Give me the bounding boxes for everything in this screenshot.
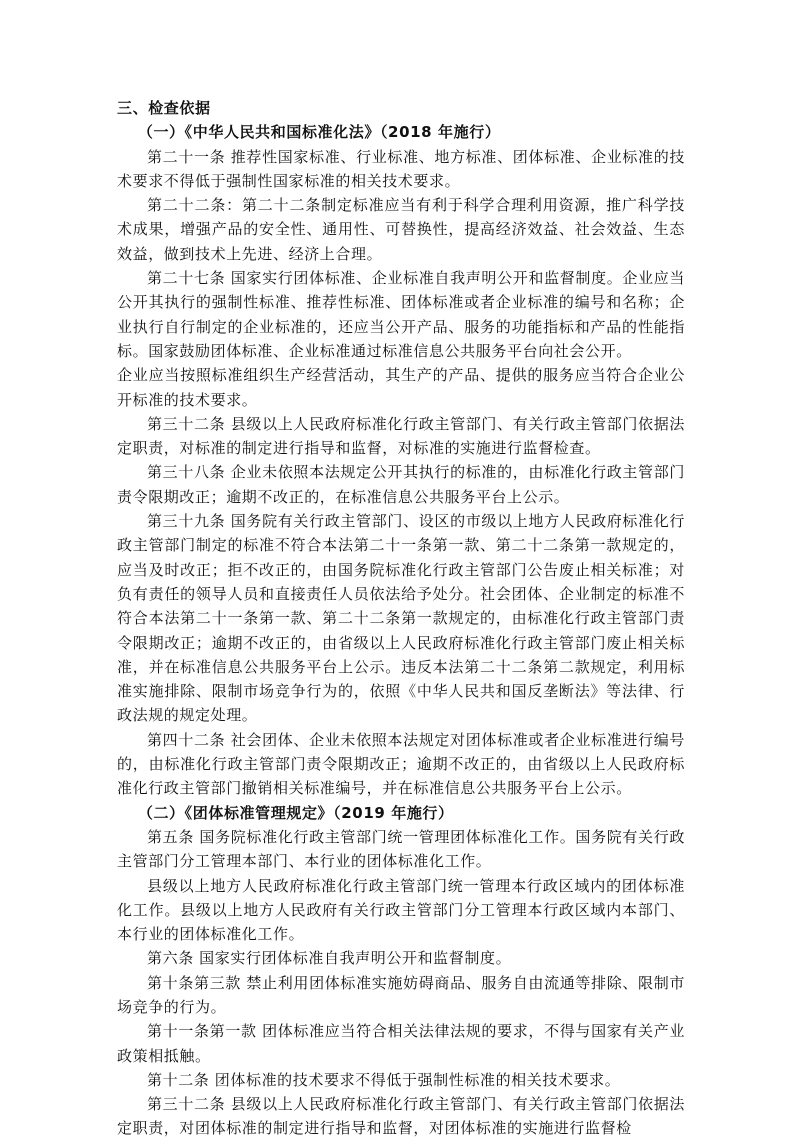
part2-heading: （二）《团体标准管理规定》（2019 年施行） — [137, 803, 454, 822]
paragraph: 第六条 国家实行团体标准自我声明公开和监督制度。 — [147, 949, 512, 968]
paragraph: 第十一条第一款 团体标准应当符合相关法律法规的要求，不得与国家有关产业政策相抵触。 — [117, 1022, 685, 1065]
paragraph: 企业应当按照标准组织生产经营活动，其生产的产品、提供的服务应当符合企业公开标准的技术要求。 — [117, 366, 685, 409]
paragraph: 第三十八条 企业未依照本法规定公开其执行的标准的，由标准化行政主管部门责令限期改正；逾期不改正的，在标准信息公共服务平台上公示。 — [117, 463, 685, 506]
paragraph: 县级以上地方人民政府标准化行政主管部门统一管理本行政区域内的团体标准化工作。县级以上地方人民政府有关行政主管部门分工管理本行政区域内本部门、本行业的团体标准化工作。 — [117, 876, 685, 944]
paragraph: 第五条 国务院标准化行政主管部门统一管理团体标准化工作。国务院有关行政主管部门分工管理本部门、本行业的团体标准化工作。 — [117, 827, 685, 871]
section-title: 三、检查依据 — [117, 99, 211, 117]
part1-heading: （一）《中华人民共和国标准化法》（2018 年施行） — [137, 123, 501, 142]
paragraph: 第二十一条 推荐性国家标准、行业标准、地方标准、团体标准、企业标准的技术要求不得低于强制性国家标准的相关技术要求。 — [117, 147, 685, 190]
paragraph: 第二十二条：第二十二条制定标准应当有利于科学合理利用资源，推广科学技术成果，增强产品的安全性、通用性、可替换性，提高经济效益、社会效益、生态效益，做到技术上先进、经济上合理。 — [117, 196, 685, 263]
paragraph: 第三十九条 国务院有关行政主管部门、设区的市级以上地方人民政府标准化行政主管部门制定的标准不符合本法第二十一条第一款、第二十二条第一款规定的，应当及时改正；拒不改正的，由国务院标准化行政主管部门公告废止相关标准；对负有责任的领导人员和直接责任人员依法给予处分。社会团体、企业制定的标准不符合本法第二十一条第一款、第二十二条第一款规定的，由标准化行政主管部门责令限期改正；逾期不改正的，由省级以上人民政府标准化行政主管部门废止相关标准，并在标准信息公共服务平台上公示。违反本法第二十二条第二款规定，利用标准实施排除、限制市场竞争行为的，依照《中华人民共和国反垄断法》等法律、行政法规的规定处理。 — [117, 512, 685, 725]
paragraph: 第三十二条 县级以上人民政府标准化行政主管部门、有关行政主管部门依据法定职责，对团体标准的制定进行指导和监督，对团体标准的实施进行监督检 — [117, 1095, 685, 1138]
paragraph: 第三十二条 县级以上人民政府标准化行政主管部门、有关行政主管部门依据法定职责，对标准的制定进行指导和监督，对标准的实施进行监督检查。 — [117, 414, 685, 458]
paragraph: 第四十二条 社会团体、企业未依照本法规定对团体标准或者企业标准进行编号的，由标准化行政主管部门责令限期改正；逾期不改正的，由省级以上人民政府标准化行政主管部门撤销相关标准编号，并在标准信息公共服务平台上公示。 — [117, 730, 685, 798]
paragraph: 第十条第三款 禁止利用团体标准实施妨碍商品、服务自由流通等排除、限制市场竞争的行为。 — [117, 973, 685, 1016]
document-page — [117, 96, 685, 1141]
paragraph: 第二十七条 国家实行团体标准、企业标准自我声明公开和监督制度。企业应当公开其执行的强制性标准、推荐性标准、团体标准或者企业标准的编号和名称；企业执行自行制定的企业标准的，还应当公开产品、服务的功能指标和产品的性能指标。国家鼓励团体标准、企业标准通过标准信息公共服务平台向社会公开。 — [117, 269, 685, 360]
paragraph: 第十二条 团体标准的技术要求不得低于强制性标准的相关技术要求。 — [147, 1070, 621, 1089]
